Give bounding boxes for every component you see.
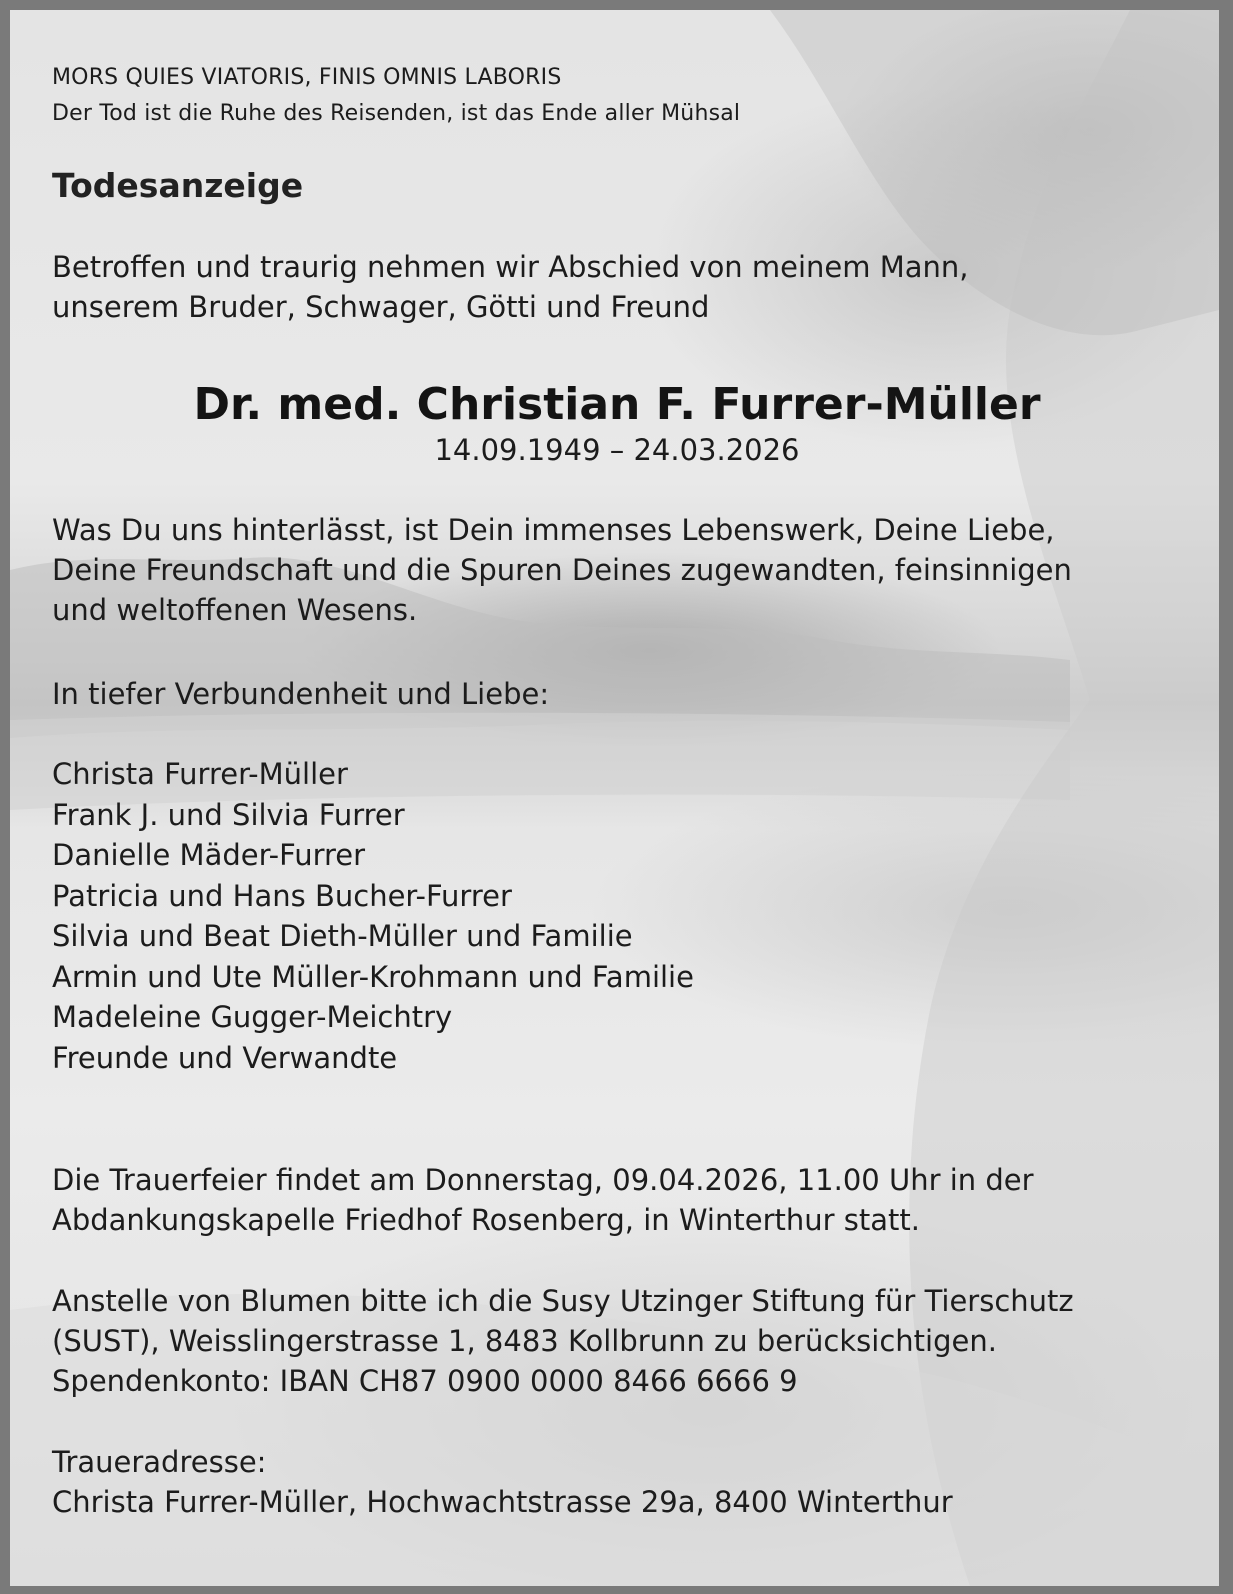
- obituary-page: [10, 10, 1219, 1586]
- list-item: Christa Furrer-Müller: [52, 757, 348, 791]
- motto-german: Der Tod ist die Ruhe des Reisenden, ist das Ende aller Mühsal: [52, 101, 741, 126]
- donation-account: Spendenkonto: IBAN CH87 0900 0000 8466 6666 9: [52, 1364, 798, 1398]
- mourners-list: [52, 754, 694, 1078]
- deceased-name: Dr. med. Christian F. Furrer-Müller: [193, 379, 1041, 430]
- tribute-line: Was Du uns hinterlässt, ist Dein immenses Lebenswerk, Deine Liebe,: [52, 513, 1055, 547]
- donation-info: [52, 1281, 1074, 1401]
- intro-line: Betroffen und traurig nehmen wir Abschied von meinem Mann,: [52, 250, 969, 284]
- tribute-line: Deine Freundschaft und die Spuren Deines zugewandten, feinsinnigen: [52, 553, 1072, 587]
- list-item: Danielle Mäder-Furrer: [52, 838, 366, 872]
- funeral-info: [52, 1160, 1034, 1240]
- funeral-line: Abdankungskapelle Friedhof Rosenberg, in Winterthur statt.: [52, 1203, 920, 1237]
- deceased-dates: 14.09.1949 – 24.03.2026: [434, 433, 800, 467]
- tribute-text: [52, 510, 1072, 630]
- funeral-line: Die Trauerfeier findet am Donnerstag, 09.04.2026, 11.00 Uhr in der: [52, 1163, 1034, 1197]
- list-item: Frank J. und Silvia Furrer: [52, 797, 405, 832]
- intro-line: unserem Bruder, Schwager, Götti und Freund: [52, 290, 710, 324]
- closing-phrase: In tiefer Verbundenheit und Liebe:: [52, 677, 550, 711]
- address-label: Traueradresse:: [52, 1445, 267, 1479]
- list-item: Armin und Ute Müller-Krohmann und Familie: [52, 959, 694, 994]
- tribute-line: und weltoffenen Wesens.: [52, 593, 418, 627]
- motto: [52, 60, 740, 132]
- intro-text: [52, 247, 969, 327]
- address-value: Christa Furrer-Müller, Hochwachtstrasse 29a, 8400 Winterthur: [52, 1485, 953, 1519]
- list-item: Freunde und Verwandte: [52, 1040, 398, 1075]
- page-title: Todesanzeige: [52, 166, 304, 205]
- motto-latin: MORS QUIES VIATORIS, FINIS OMNIS LABORIS: [52, 65, 562, 90]
- donation-line: (SUST), Weisslingerstrasse 1, 8483 Kollbrunn zu berücksichtigen.: [52, 1324, 997, 1358]
- list-item: Patricia und Hans Bucher-Furrer: [52, 878, 512, 913]
- list-item: Silvia und Beat Dieth-Müller und Familie: [52, 919, 633, 953]
- donation-line: Anstelle von Blumen bitte ich die Susy Utzinger Stiftung für Tierschutz: [52, 1284, 1074, 1318]
- mourning-address: [52, 1442, 953, 1522]
- list-item: Madeleine Gugger-Meichtry: [52, 1000, 453, 1034]
